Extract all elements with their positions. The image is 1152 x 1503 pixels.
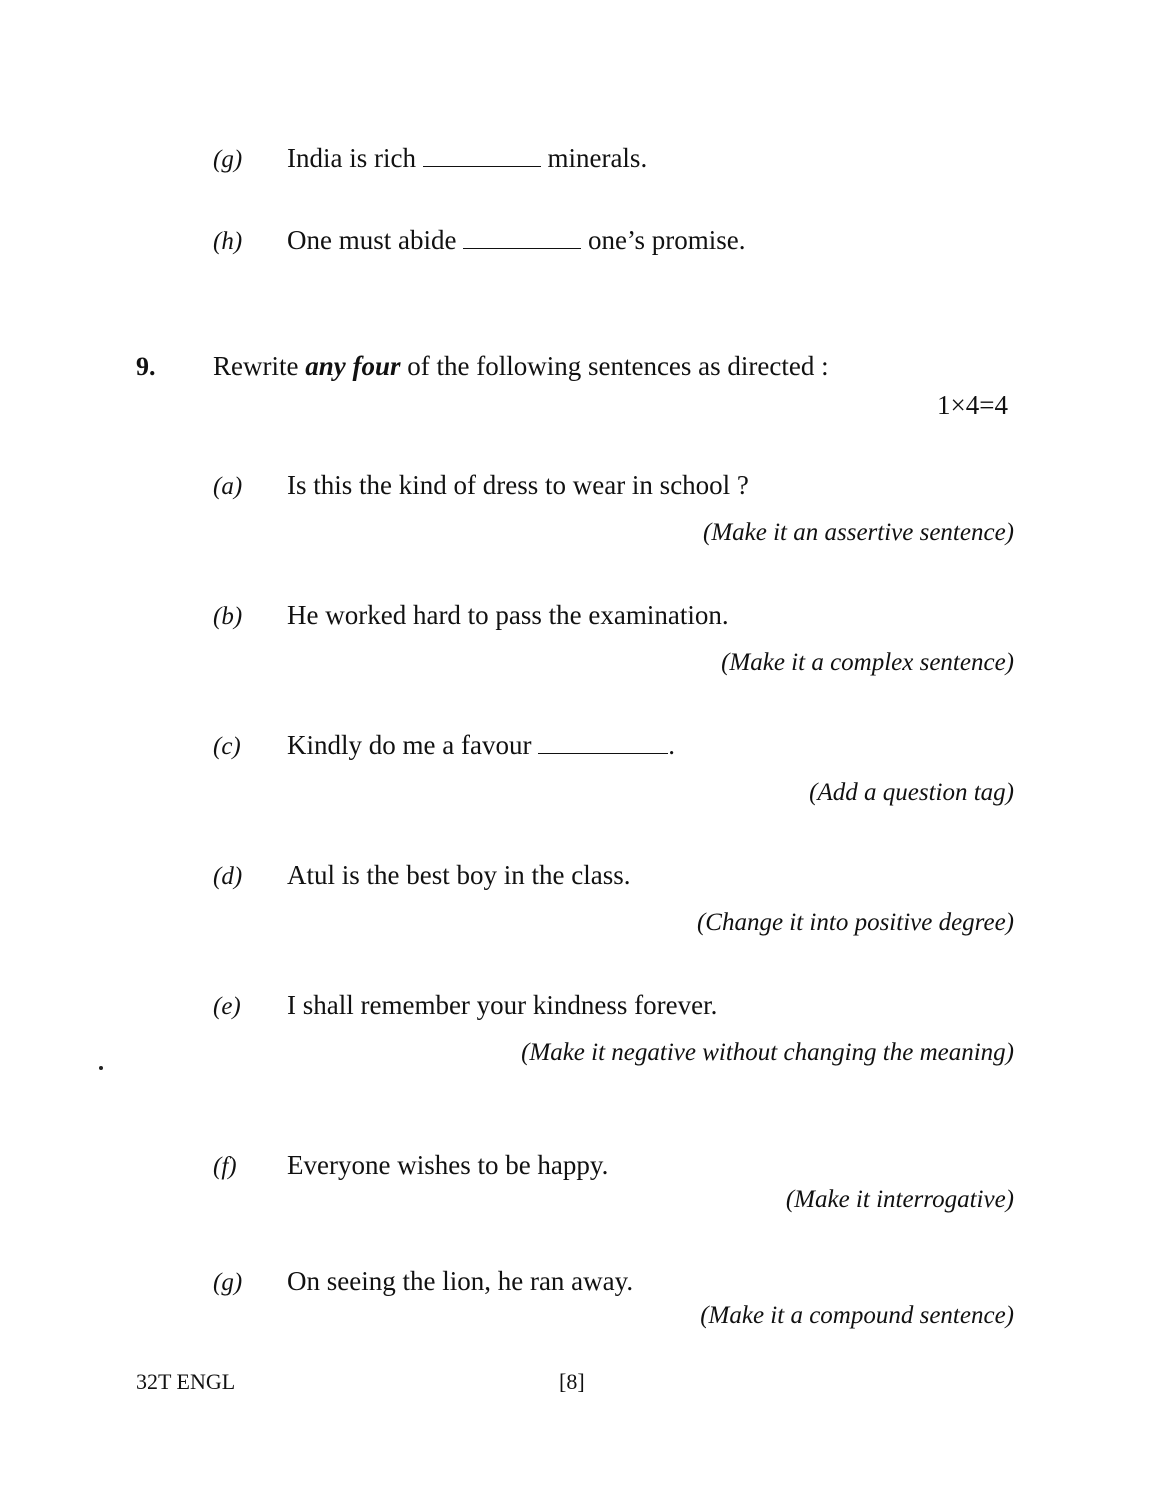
question-number: 9. — [136, 352, 156, 381]
paper-code: 32T ENGL — [136, 1369, 236, 1394]
question-text-before: Rewrite — [213, 351, 306, 381]
item-sentence — [287, 730, 675, 761]
item-text: Kindly do me a favour — [287, 730, 532, 760]
item-suffix: . — [668, 730, 675, 760]
item-instruction: (Make it interrogative) — [785, 1186, 1014, 1213]
item-label: (f) — [213, 1153, 237, 1180]
item-instruction: (Make it a compound sentence) — [700, 1302, 1014, 1329]
question-marks: 1×4=4 — [937, 390, 1008, 420]
item-label: (g) — [213, 1269, 243, 1296]
question-text-after: of the following sentences as directed : — [400, 351, 829, 381]
prev-item-sentence — [287, 143, 647, 174]
item-label: (d) — [213, 863, 243, 890]
item-sentence: Everyone wishes to be happy. — [287, 1150, 609, 1180]
item-sentence: On seeing the lion, he ran away. — [287, 1266, 634, 1296]
prev-item-label: (h) — [213, 228, 243, 255]
item-label: (c) — [213, 733, 241, 760]
item-label: (b) — [213, 603, 243, 630]
page-number: [8] — [559, 1369, 585, 1394]
item-instruction: (Make it a complex sentence) — [721, 649, 1014, 676]
item-sentence: He worked hard to pass the examination. — [287, 600, 729, 630]
item-sentence: I shall remember your kindness forever. — [287, 990, 718, 1020]
question-emphasis: any four — [305, 351, 401, 381]
answer-blank — [423, 144, 541, 167]
question-tag-blank — [538, 731, 668, 754]
prev-item-text-before: India is rich — [287, 143, 416, 173]
answer-blank — [463, 226, 581, 249]
prev-item-text-before: One must abide — [287, 225, 457, 255]
item-instruction: (Make it an assertive sentence) — [703, 519, 1014, 546]
item-instruction: (Add a question tag) — [809, 779, 1014, 806]
item-label: (a) — [213, 473, 243, 500]
stray-mark — [99, 1066, 103, 1070]
question-prompt — [213, 351, 829, 382]
item-sentence: Atul is the best boy in the class. — [287, 860, 631, 890]
item-sentence: Is this the kind of dress to wear in school ? — [287, 470, 749, 500]
item-label: (e) — [213, 993, 241, 1020]
prev-item-text-after: minerals. — [547, 143, 648, 173]
item-instruction: (Make it negative without changing the meaning) — [521, 1039, 1014, 1066]
item-instruction: (Change it into positive degree) — [696, 909, 1014, 936]
prev-item-label: (g) — [213, 146, 243, 173]
prev-item-sentence — [287, 225, 745, 256]
prev-item-text-after: one’s promise. — [587, 225, 746, 255]
